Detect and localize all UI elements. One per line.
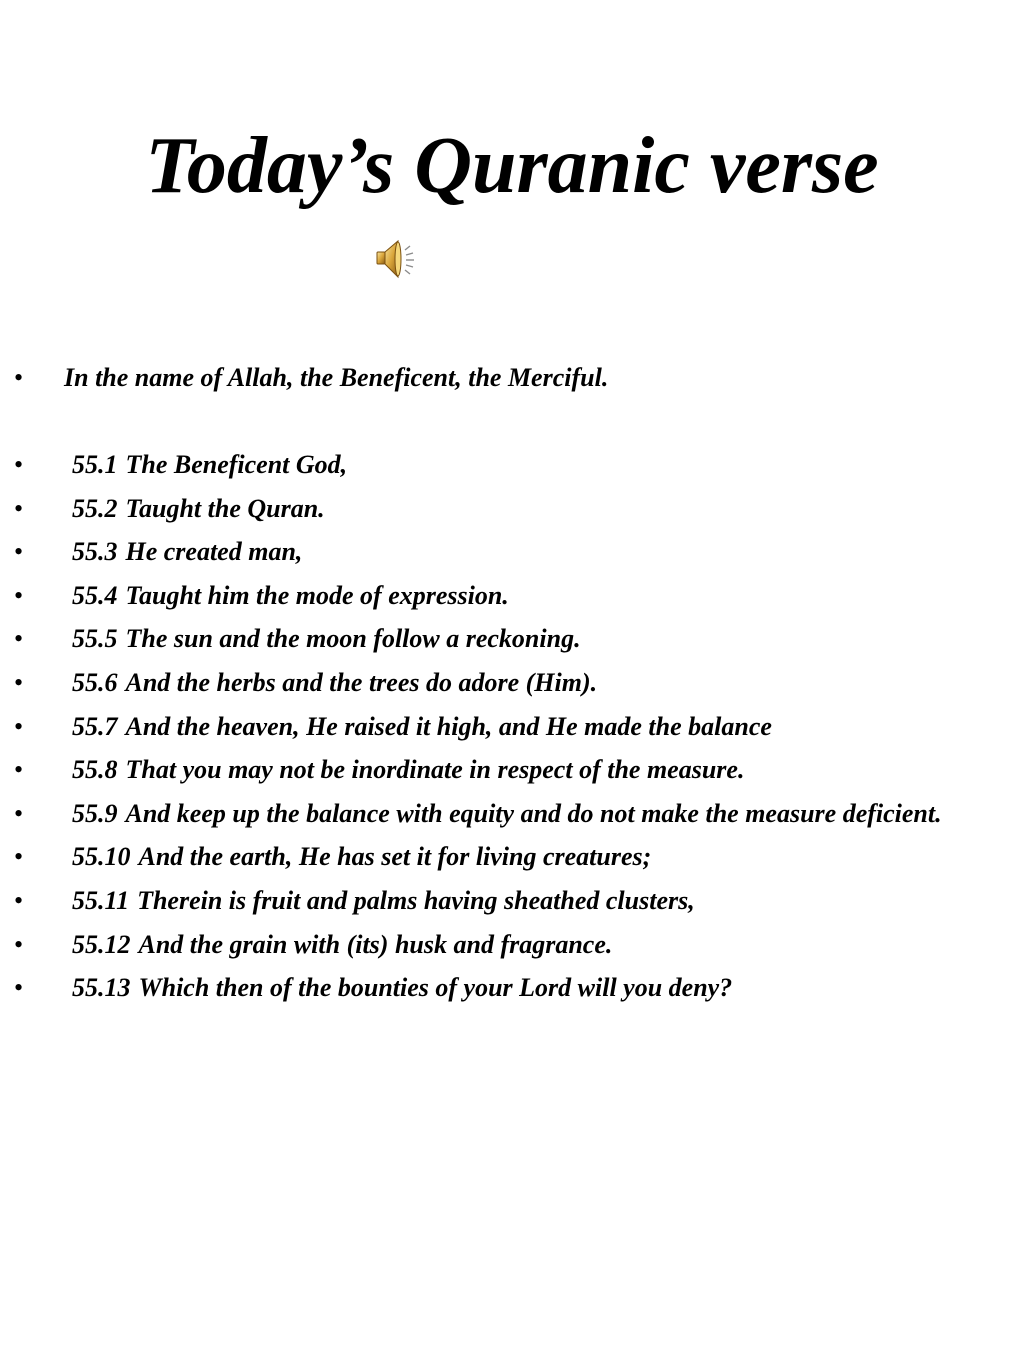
list-item	[0, 665, 1010, 701]
bullet: •	[14, 537, 24, 567]
bullet: •	[14, 798, 24, 828]
verse-text: And the heaven, He raised it high, and He made the balance	[125, 711, 772, 741]
list-item	[0, 883, 1010, 919]
verse-text: And the earth, He has set it for living creatures;	[138, 842, 652, 872]
verse-list	[0, 447, 1010, 1014]
list-item	[0, 447, 1010, 483]
verse-number: 55.1	[72, 450, 118, 479]
verse-number: 55.7	[72, 711, 118, 741]
verse-number: 55.9	[72, 798, 118, 828]
list-item	[0, 578, 1010, 614]
list-item	[0, 839, 1010, 875]
verse-number: 55.5	[72, 624, 118, 654]
verse-text: He created man,	[125, 537, 303, 567]
verse-text: The sun and the moon follow a reckoning.	[125, 624, 581, 654]
verse-text: Taught him the mode of expression.	[125, 580, 509, 610]
bullet: •	[14, 842, 24, 872]
verse-number: 55.13	[72, 973, 131, 1003]
page-title: Today’s Quranic verse	[145, 122, 879, 210]
list-item	[0, 970, 1010, 1006]
bullet: •	[14, 885, 24, 915]
bullet: •	[14, 755, 24, 785]
verse-text: And the herbs and the trees do adore (Him).	[125, 667, 598, 697]
verse-text: Which then of the bounties of your Lord will you deny?	[138, 973, 733, 1003]
intro-text: In the name of Allah, the Beneficent, the Merciful.	[64, 363, 609, 392]
bullet: •	[14, 493, 24, 523]
verse-text: The Beneficent God,	[125, 450, 348, 479]
speaker-sound-icon[interactable]	[374, 236, 420, 282]
verse-number: 55.3	[72, 537, 118, 567]
verse-number: 55.2	[72, 493, 118, 523]
intro-line	[0, 360, 1024, 396]
verse-text: Taught the Quran.	[125, 493, 325, 523]
bullet: •	[14, 580, 24, 610]
list-item	[0, 534, 1010, 570]
verse-number: 55.12	[72, 929, 131, 959]
list-item	[0, 752, 1010, 788]
verse-text: Therein is fruit and palms having sheathed clusters,	[137, 885, 695, 915]
bullet: •	[14, 667, 24, 697]
list-item	[0, 796, 1010, 832]
list-item	[0, 491, 1010, 527]
bullet: •	[14, 973, 24, 1003]
verse-number: 55.10	[72, 842, 131, 872]
verse-text: That you may not be inordinate in respect of the measure.	[125, 755, 745, 785]
verse-number: 55.6	[72, 667, 118, 697]
verse-number: 55.4	[72, 580, 118, 610]
verse-number: 55.11	[72, 885, 130, 915]
bullet: •	[14, 363, 24, 392]
verse-text: And the grain with (its) husk and fragrance.	[138, 929, 613, 959]
bullet: •	[14, 929, 24, 959]
list-item	[0, 927, 1010, 963]
verse-text: And keep up the balance with equity and do not make the measure deficient.	[125, 798, 942, 828]
verse-number: 55.8	[72, 755, 118, 785]
bullet: •	[14, 624, 24, 654]
bullet: •	[14, 711, 24, 741]
list-item	[0, 621, 1010, 657]
bullet: •	[14, 450, 24, 479]
list-item	[0, 709, 1010, 745]
